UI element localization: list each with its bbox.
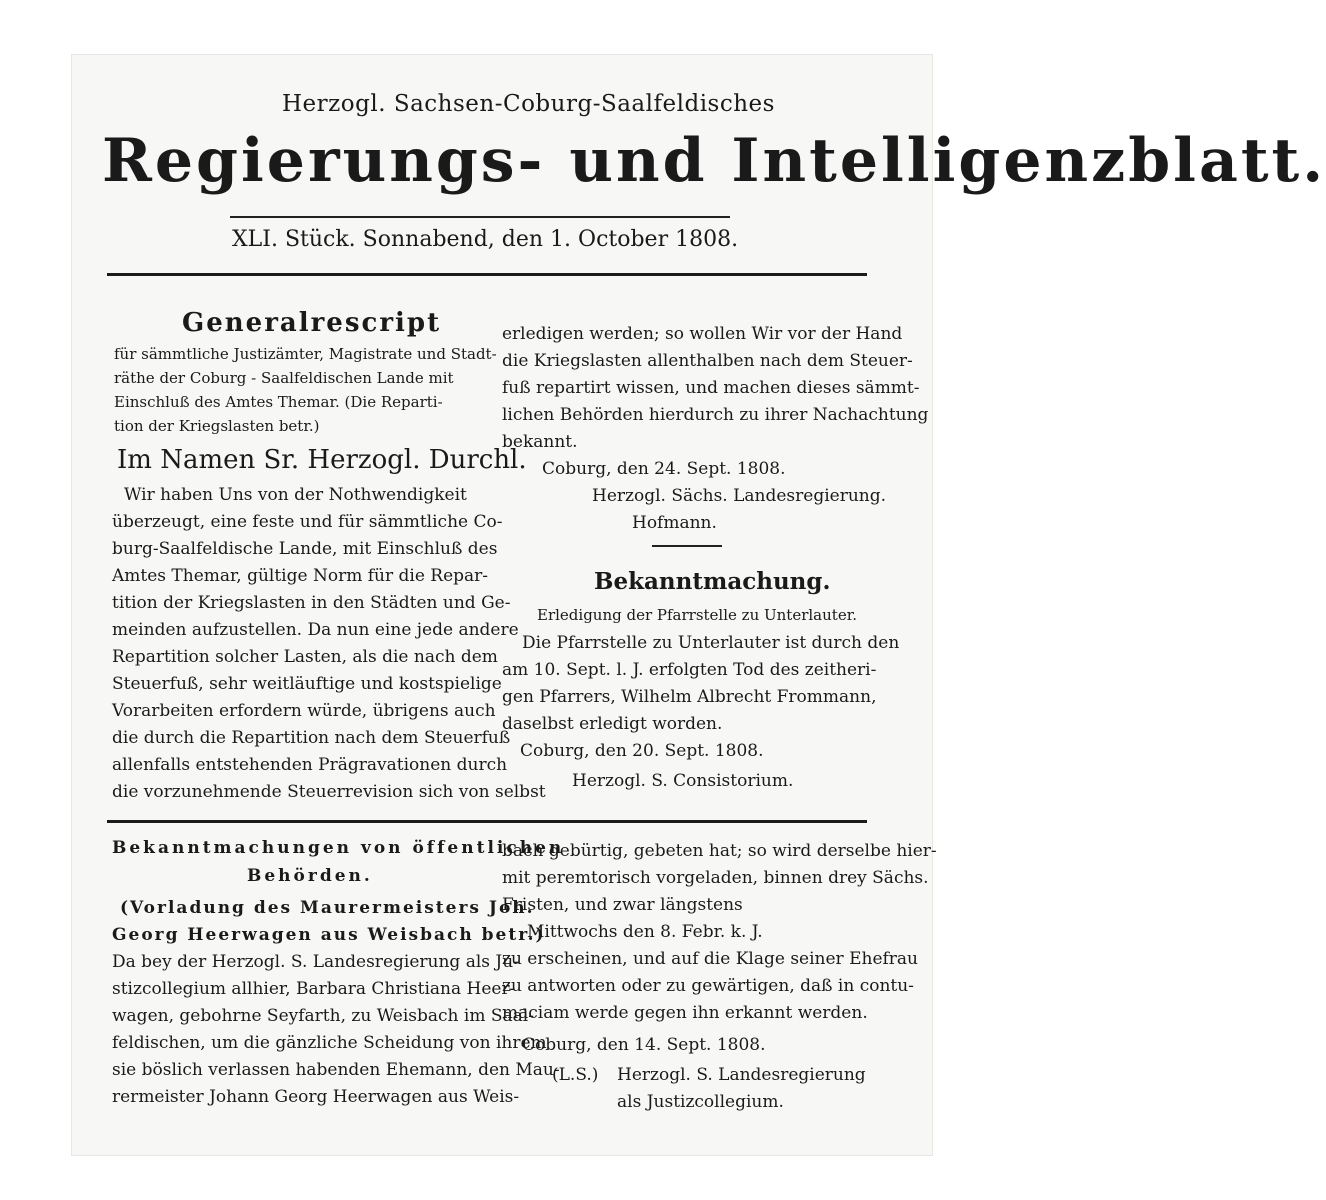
masthead-kicker: Herzogl. Sachsen-Coburg-Saalfeldisches [282, 91, 775, 117]
rescript-body-line: die durch die Repartition nach dem Steuerfuß [112, 728, 511, 748]
summons-seal: (L.S.) [552, 1065, 599, 1085]
summons-deadline: Mittwochs den 8. Febr. k. J. [527, 922, 763, 942]
summons-continuation-line: mit peremtorisch vorgeladen, binnen drey Sächs. [502, 868, 929, 888]
rescript-heading: Generalrescript [182, 308, 442, 338]
masthead-title: Regierungs- und Intelligenzblatt. [102, 126, 1326, 196]
summons-body-line: stizcollegium allhier, Barbara Christiana Heer- [112, 979, 516, 999]
summons-body-line: sie böslich verlassen habenden Ehemann, den Mau- [112, 1060, 560, 1080]
rescript-body-line: überzeugt, eine feste und für sämmtliche Co- [112, 512, 503, 532]
rescript-address-line: räthe der Coburg - Saalfeldischen Lande mit [114, 369, 454, 387]
summons-body-line: rermeister Johann Georg Heerwagen aus Weis- [112, 1087, 520, 1107]
summons-place-date: Coburg, den 14. Sept. 1808. [522, 1035, 766, 1055]
rescript-body-line: Repartition solcher Lasten, als die nach dem [112, 647, 498, 667]
rescript-authority: Herzogl. Sächs. Landesregierung. [592, 486, 887, 506]
summons-body-line: Da bey der Herzogl. S. Landesregierung als Ju- [112, 952, 519, 972]
middle-divider [107, 820, 867, 823]
rescript-continuation-line: lichen Behörden hierdurch zu ihrer Nachachtung [502, 405, 929, 425]
summons-continuation-line: zu antworten oder zu gewärtigen, daß in contu- [502, 976, 914, 996]
announcement-place-date: Coburg, den 20. Sept. 1808. [520, 741, 764, 761]
rescript-body-line: tition der Kriegslasten in den Städten und Ge- [112, 593, 511, 613]
rescript-address-line: für sämmtliche Justizämter, Magistrate und Stadt- [114, 345, 497, 363]
top-divider [107, 273, 867, 276]
summons-subject-line: Georg Heerwagen aus Weisbach betr.) [112, 925, 546, 945]
rescript-continuation-line: fuß repartirt wissen, und machen dieses sämmt- [502, 378, 920, 398]
summons-authority-2: als Justizcollegium. [617, 1092, 784, 1112]
section-divider [652, 545, 722, 547]
summons-authority: Herzogl. S. Landesregierung [617, 1065, 866, 1085]
rescript-body-line: Vorarbeiten erfordern würde, übrigens auch [112, 701, 496, 721]
announcement-authority: Herzogl. S. Consistorium. [572, 771, 794, 791]
summons-body-line: wagen, gebohrne Seyfarth, zu Weisbach im Saal- [112, 1006, 534, 1026]
newspaper-page [72, 55, 1326, 1155]
summons-subject-line: (Vorladung des Maurermeisters Joh. [120, 898, 535, 918]
announcement-subheading: Erledigung der Pfarrstelle zu Unterlauter. [537, 606, 857, 624]
rescript-continuation-line: die Kriegslasten allenthalben nach dem Steuer- [502, 351, 913, 371]
notices-heading-2: Behörden. [247, 866, 373, 886]
summons-continuation-line: bach gebürtig, gebeten hat; so wird derselbe hier- [502, 841, 937, 861]
announcement-body-line: Die Pfarrstelle zu Unterlauter ist durch den [522, 633, 900, 653]
rescript-body-line: burg-Saalfeldische Lande, mit Einschluß des [112, 539, 498, 559]
masthead-rule [230, 216, 730, 218]
rescript-address-line: tion der Kriegslasten betr.) [114, 417, 320, 435]
issue-line: XLI. Stück. Sonnabend, den 1. October 1808. [232, 227, 739, 252]
rescript-continuation-line: erledigen werden; so wollen Wir vor der Hand [502, 324, 903, 344]
rescript-body-line: Amtes Themar, gültige Norm für die Repar- [112, 566, 489, 586]
announcement-heading: Bekanntmachung. [594, 568, 831, 595]
rescript-body-line: meinden aufzustellen. Da nun eine jede andere [112, 620, 519, 640]
rescript-body-line: Steuerfuß, sehr weitläuftige und kostspielige [112, 674, 502, 694]
rescript-address-line: Einschluß des Amtes Themar. (Die Reparti- [114, 393, 443, 411]
rescript-place-date: Coburg, den 24. Sept. 1808. [542, 459, 786, 479]
announcement-body-line: daselbst erledigt worden. [502, 714, 723, 734]
rescript-subheading: Im Namen Sr. Herzogl. Durchl. [117, 445, 527, 475]
summons-continuation-line: zu erscheinen, und auf die Klage seiner Ehefrau [502, 949, 919, 969]
rescript-body-line: allenfalls entstehenden Prägravationen durch [112, 755, 508, 775]
notices-heading: Bekanntmachungen von öffentlichen [112, 838, 565, 858]
announcement-body-line: gen Pfarrers, Wilhelm Albrecht Frommann, [502, 687, 877, 707]
summons-continuation-line: maciam werde gegen ihn erkannt werden. [502, 1003, 868, 1023]
rescript-signature: Hofmann. [632, 513, 717, 533]
rescript-body-line: Wir haben Uns von der Nothwendigkeit [124, 485, 467, 505]
rescript-continuation-line: bekannt. [502, 432, 578, 452]
rescript-body-line: die vorzunehmende Steuerrevision sich von selbst [112, 782, 546, 802]
summons-body-line: feldischen, um die gänzliche Scheidung von ihrem [112, 1033, 547, 1053]
announcement-body-line: am 10. Sept. l. J. erfolgten Tod des zeitheri- [502, 660, 877, 680]
summons-continuation-line: Fristen, und zwar längstens [502, 895, 743, 915]
